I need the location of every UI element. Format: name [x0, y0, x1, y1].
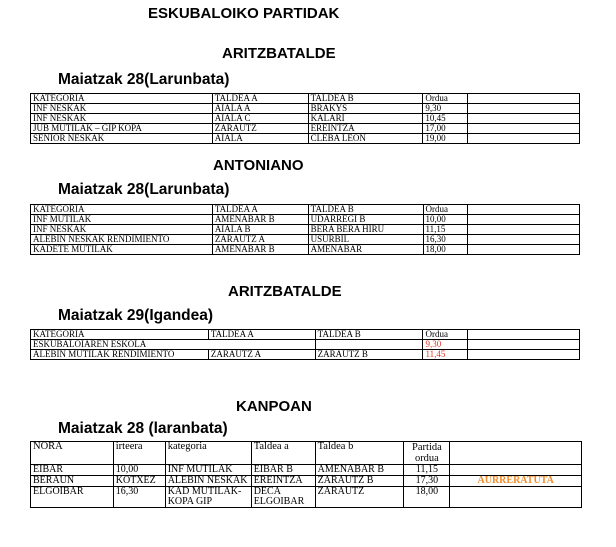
header-cell: Taldea a	[251, 442, 315, 465]
venue-heading: KANPOAN	[236, 398, 312, 415]
departure-cell: 16,30	[113, 487, 165, 508]
team-a-cell: ZARAUTZ	[212, 124, 308, 134]
empty-cell	[468, 225, 580, 235]
category-cell: SENIOR NESKAK	[31, 134, 213, 144]
table-row	[31, 487, 582, 508]
header-cell: KATEGORIA	[31, 94, 213, 104]
table-row	[31, 476, 582, 487]
team-a-cell: EREINTZA	[251, 476, 315, 487]
header-cell: Taldea b	[315, 442, 404, 465]
destination-cell: EIBAR	[31, 465, 114, 476]
team-b-cell: ZARAUTZ B	[315, 476, 404, 487]
header-cell: Partida ordua	[404, 442, 450, 465]
empty-cell	[468, 245, 580, 255]
team-a-cell: AIALA A	[212, 104, 308, 114]
header-cell: TALDEA B	[315, 330, 423, 340]
match-table	[30, 204, 580, 255]
team-b-cell: USURBIL	[308, 235, 423, 245]
table-row	[31, 134, 580, 144]
team-b-cell: ZARAUTZ B	[315, 350, 423, 360]
table-row	[31, 235, 580, 245]
header-cell: KATEGORIA	[31, 205, 213, 215]
table-row	[31, 245, 580, 255]
table-header-row	[31, 330, 580, 340]
time-cell: 9,30	[423, 104, 468, 114]
time-cell: 10,00	[423, 215, 468, 225]
empty-cell	[468, 94, 580, 104]
page-title: ESKUBALOIKO PARTIDAK	[148, 5, 340, 22]
category-cell: ALEBIN NESKAK RENDIMIENTO	[31, 235, 213, 245]
team-b-cell: BERA BERA HIRU	[308, 225, 423, 235]
empty-cell	[468, 205, 580, 215]
empty-cell	[468, 215, 580, 225]
time-cell: 16,30	[423, 235, 468, 245]
empty-cell	[468, 235, 580, 245]
date-heading: Maiatzak 28(Larunbata)	[58, 181, 230, 198]
empty-cell	[468, 114, 580, 124]
header-cell: Ordua	[423, 205, 468, 215]
venue-heading: ANTONIANO	[213, 157, 304, 174]
table-header-row	[31, 205, 580, 215]
time-cell: 17,30	[404, 476, 450, 487]
header-cell: TALDEA A	[212, 205, 308, 215]
time-cell: 19,00	[423, 134, 468, 144]
date-heading: Maiatzak 29(Igandea)	[58, 307, 214, 324]
team-a-cell: ZARAUTZ A	[212, 235, 308, 245]
table-row	[31, 215, 580, 225]
empty-cell	[468, 350, 580, 360]
away-match-table	[30, 441, 582, 508]
team-a-cell: AMENABAR B	[212, 215, 308, 225]
time-cell: 18,00	[423, 245, 468, 255]
category-cell: INF NESKAK	[31, 104, 213, 114]
date-heading: Maiatzak 28 (laranbata)	[58, 420, 228, 437]
match-table	[30, 329, 580, 360]
empty-cell	[468, 104, 580, 114]
category-cell: INF NESKAK	[31, 225, 213, 235]
team-b-cell: UDARREGI B	[308, 215, 423, 225]
empty-cell	[468, 340, 580, 350]
category-cell: JUB MUTILAK – GIP KOPA	[31, 124, 213, 134]
departure-cell: KOTXEZ	[113, 476, 165, 487]
venue-heading: ARITZBATALDE	[228, 283, 342, 300]
table-row	[31, 465, 582, 476]
team-b-cell	[315, 340, 423, 350]
empty-cell	[468, 330, 580, 340]
header-cell: TALDEA A	[208, 330, 315, 340]
time-cell: 9,30	[423, 340, 468, 350]
team-b-cell: EREINTZA	[308, 124, 423, 134]
date-heading: Maiatzak 28(Larunbata)	[58, 71, 230, 88]
category-cell: ESKUBALOIAREN ESKOLA	[31, 340, 209, 350]
destination-cell: ELGOIBAR	[31, 487, 114, 508]
table-header-row	[31, 94, 580, 104]
time-cell: 18,00	[404, 487, 450, 508]
table-row	[31, 124, 580, 134]
header-cell: Ordua	[423, 94, 468, 104]
team-a-cell: EIBAR B	[251, 465, 315, 476]
category-cell: KADETE MUTILAK	[31, 245, 213, 255]
header-cell: kategoria	[165, 442, 251, 465]
empty-cell	[468, 134, 580, 144]
team-a-cell	[208, 340, 315, 350]
header-cell: NORA	[31, 442, 114, 465]
team-b-cell: BRAKYS	[308, 104, 423, 114]
team-b-cell: AMENABAR B	[315, 465, 404, 476]
team-b-cell: KALARI	[308, 114, 423, 124]
category-cell: KAD MUTILAK-KOPA GIP	[165, 487, 251, 508]
category-cell: INF MUTILAK	[165, 465, 251, 476]
team-b-cell: AMENABAR	[308, 245, 423, 255]
category-cell: INF NESKAK	[31, 114, 213, 124]
time-cell: 17,00	[423, 124, 468, 134]
table-row	[31, 114, 580, 124]
destination-cell: BERAUN	[31, 476, 114, 487]
table-row	[31, 104, 580, 114]
team-a-cell: ZARAUTZ A	[208, 350, 315, 360]
team-a-cell: DECA ELGOIBAR	[251, 487, 315, 508]
time-cell: 11,45	[423, 350, 468, 360]
header-cell: irteera	[113, 442, 165, 465]
team-b-cell: CLEBA LEON	[308, 134, 423, 144]
empty-cell	[468, 124, 580, 134]
departure-cell: 10,00	[113, 465, 165, 476]
team-a-cell: AIALA C	[212, 114, 308, 124]
category-cell: ALEBIN NESKAK	[165, 476, 251, 487]
team-a-cell: AIALA B	[212, 225, 308, 235]
note-cell	[450, 487, 582, 508]
status-badge: AURRERATUTA	[450, 476, 582, 487]
table-row	[31, 340, 580, 350]
header-cell: Ordua	[423, 330, 468, 340]
venue-heading: ARITZBATALDE	[222, 45, 336, 62]
header-cell: TALDEA A	[212, 94, 308, 104]
header-cell: TALDEA B	[308, 205, 423, 215]
table-row	[31, 225, 580, 235]
time-cell: 11,15	[404, 465, 450, 476]
note-cell	[450, 465, 582, 476]
header-cell: KATEGORIA	[31, 330, 209, 340]
team-a-cell: AIALA	[212, 134, 308, 144]
table-header-row	[31, 442, 582, 465]
category-cell: INF MUTILAK	[31, 215, 213, 225]
category-cell: ALEBIN MUTILAK RENDIMIENTO	[31, 350, 209, 360]
team-a-cell: AMENABAR B	[212, 245, 308, 255]
header-cell: TALDEA B	[308, 94, 423, 104]
time-cell: 11,15	[423, 225, 468, 235]
match-table	[30, 93, 580, 144]
table-row	[31, 350, 580, 360]
time-cell: 10,45	[423, 114, 468, 124]
team-b-cell: ZARAUTZ	[315, 487, 404, 508]
empty-cell	[450, 442, 582, 465]
